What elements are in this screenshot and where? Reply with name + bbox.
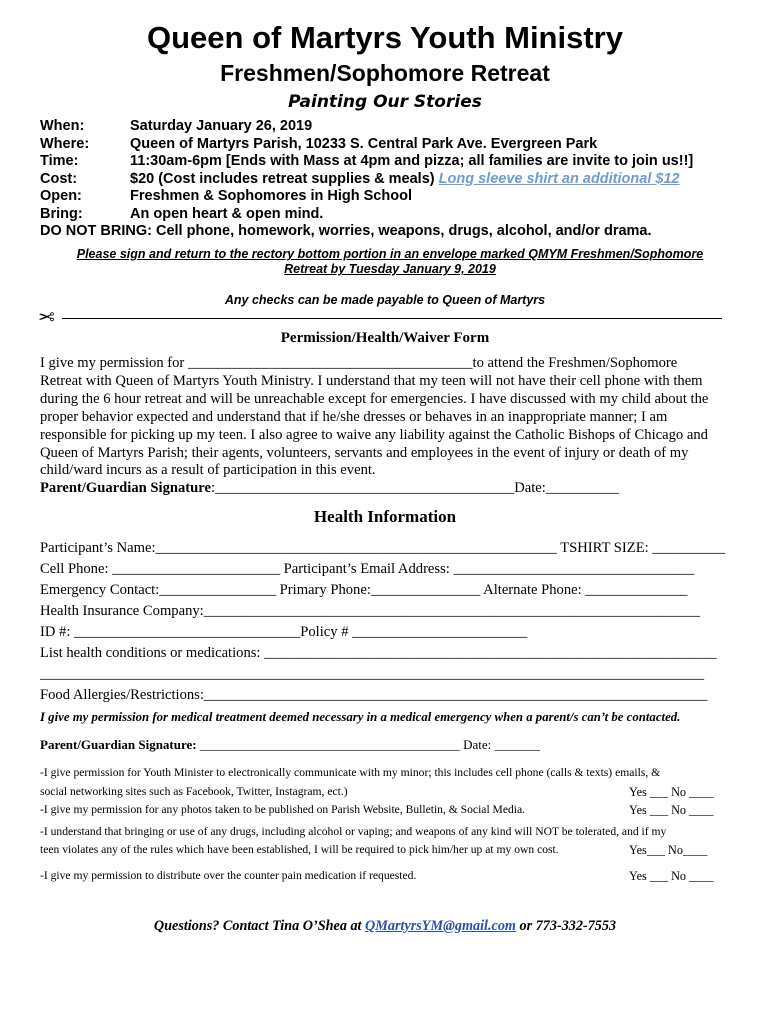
do-not-bring: DO NOT BRING: Cell phone, homework, worries, weapons, drugs, alcohol, and/or drama. — [40, 223, 652, 239]
consent-medication: -I give my permission to distribute over the counter pain medication if requested. — [40, 869, 417, 882]
insurance-company-field[interactable]: Health Insurance Company:____________________________________________________________________ — [40, 603, 700, 619]
emergency-contact-field[interactable]: Emergency Contact:________________ Primary Phone:_______________ Alternate Phone: ______________ — [40, 582, 688, 598]
scissors-icon: ✂ — [38, 305, 55, 329]
permission-signature-row[interactable]: Parent/Guardian Signature:_________________________________________Date:__________ — [40, 480, 619, 497]
detail-when: When: Saturday January 26, 2019 — [40, 118, 313, 134]
health-heading: Health Information — [313, 507, 457, 526]
cell-phone-field[interactable]: Cell Phone: _______________________ Participant’s Email Address: _________________________________ — [40, 561, 695, 577]
permission-paragraph: I give my permission for _______________________________________to attend the Freshmen/Sophomore Retreat with Queen of Martyrs Youth Ministry. I understand that my teen will not have their cell phone with them during the 6 hour retreat and will be unreachable except for emergencies. I have discussed with my child about the proper behavior expected and understand that if he/she dresses or behaves in an inappropriate manner; I am responsible for picking up my teen. I also agree to waive any liability against the Catholic Bishops of Chicago and Queen of Martyrs Parish; their agents, volunteers, servants and employees in the event of injury or death of my child/ward incurs as a result of participation in this event. Parent/Guardian Signature:_________________________________________Date:__________ — [40, 355, 740, 498]
consent-rules-yes-no[interactable]: Yes___ No____ — [629, 843, 708, 857]
detail-time: Time: 11:30am-6pm [Ends with Mass at 4pm and pizza; all families are invite to join us!!] — [40, 153, 694, 169]
detail-where: Where: Queen of Martyrs Parish, 10233 S. Central Park Ave. Evergreen Park — [40, 135, 598, 152]
page-subtitle: Freshmen/Sophomore Retreat — [220, 60, 550, 86]
id-policy-field[interactable]: ID #: _______________________________Policy # ________________________ — [40, 624, 528, 640]
shirt-cost-note: Long sleeve shirt an additional $12 — [438, 170, 680, 187]
consent-electronic-line1: -I give permission for Youth Minister to electronically communicate with my minor; this includes cell phone (calls & texts) emails, & — [40, 766, 661, 779]
health-conditions-line2[interactable]: ___________________________________________________________________________________________ — [40, 666, 705, 682]
medical-permission-text: I give my permission for medical treatment deemed necessary in a medical emergency when a parent/s can’t be contacted. — [40, 710, 681, 724]
contact-footer: Questions? Contact Tina O’Shea at QMartyrsYM@gmail.com or 773-332-7553 — [153, 918, 617, 934]
participant-name-field[interactable]: Participant’s Name:_______________________________________________________ TSHIRT SIZE: __________ — [40, 540, 726, 556]
consent-photos: -I give my permission for any photos taken to be published on Parish Website, Bulletin, & Social Media. — [40, 803, 526, 816]
consent-electronic-yes-no[interactable]: Yes ___ No ____ — [629, 785, 714, 799]
detail-bring: Bring: An open heart & open mind. — [40, 205, 324, 222]
consent-photos-yes-no[interactable]: Yes ___ No ____ — [629, 803, 714, 817]
consent-rules-line1: -I understand that bringing or use of any drugs, including alcohol or vaping; and weapons of any kind will NOT be tolerated, and if my — [40, 825, 667, 838]
consent-medication-yes-no[interactable]: Yes ___ No ____ — [629, 869, 714, 883]
event-details — [40, 118, 740, 241]
health-signature-row[interactable]: Parent/Guardian Signature: ________________________________________ Date: _______ — [40, 737, 541, 752]
page-title: Queen of Martyrs Youth Ministry — [147, 20, 623, 55]
permission-heading: Permission/Health/Waiver Form — [280, 330, 490, 346]
detail-open: Open: Freshmen & Sophomores in High School — [40, 188, 412, 204]
cut-line — [62, 318, 722, 319]
food-allergies-field[interactable]: Food Allergies/Restrictions:_____________________________________________________________________ — [40, 687, 708, 703]
checks-note: Any checks can be made payable to Queen of Martyrs — [224, 293, 546, 307]
health-conditions-field[interactable]: List health conditions or medications: ______________________________________________________________ — [40, 645, 717, 661]
contact-email-link[interactable]: QMartyrsYM@gmail.com — [365, 918, 516, 934]
consent-rules-line2: teen violates any of the rules which have been established, I will be required to pick him/her up at my own cost. — [40, 843, 559, 856]
detail-cost: Cost: $20 (Cost includes retreat supplies & meals) Long sleeve shirt an additional $12 — [40, 170, 680, 187]
consent-electronic-line2: social networking sites such as Facebook, Twitter, Instagram, ect.) — [40, 785, 348, 798]
return-notice: Please sign and return to the rectory bottom portion in an envelope marked QMYM Freshmen/Sophomore Retreat by Tuesday January 9, 2019 — [76, 247, 704, 276]
retreat-theme: Painting Our Stories — [288, 92, 482, 112]
